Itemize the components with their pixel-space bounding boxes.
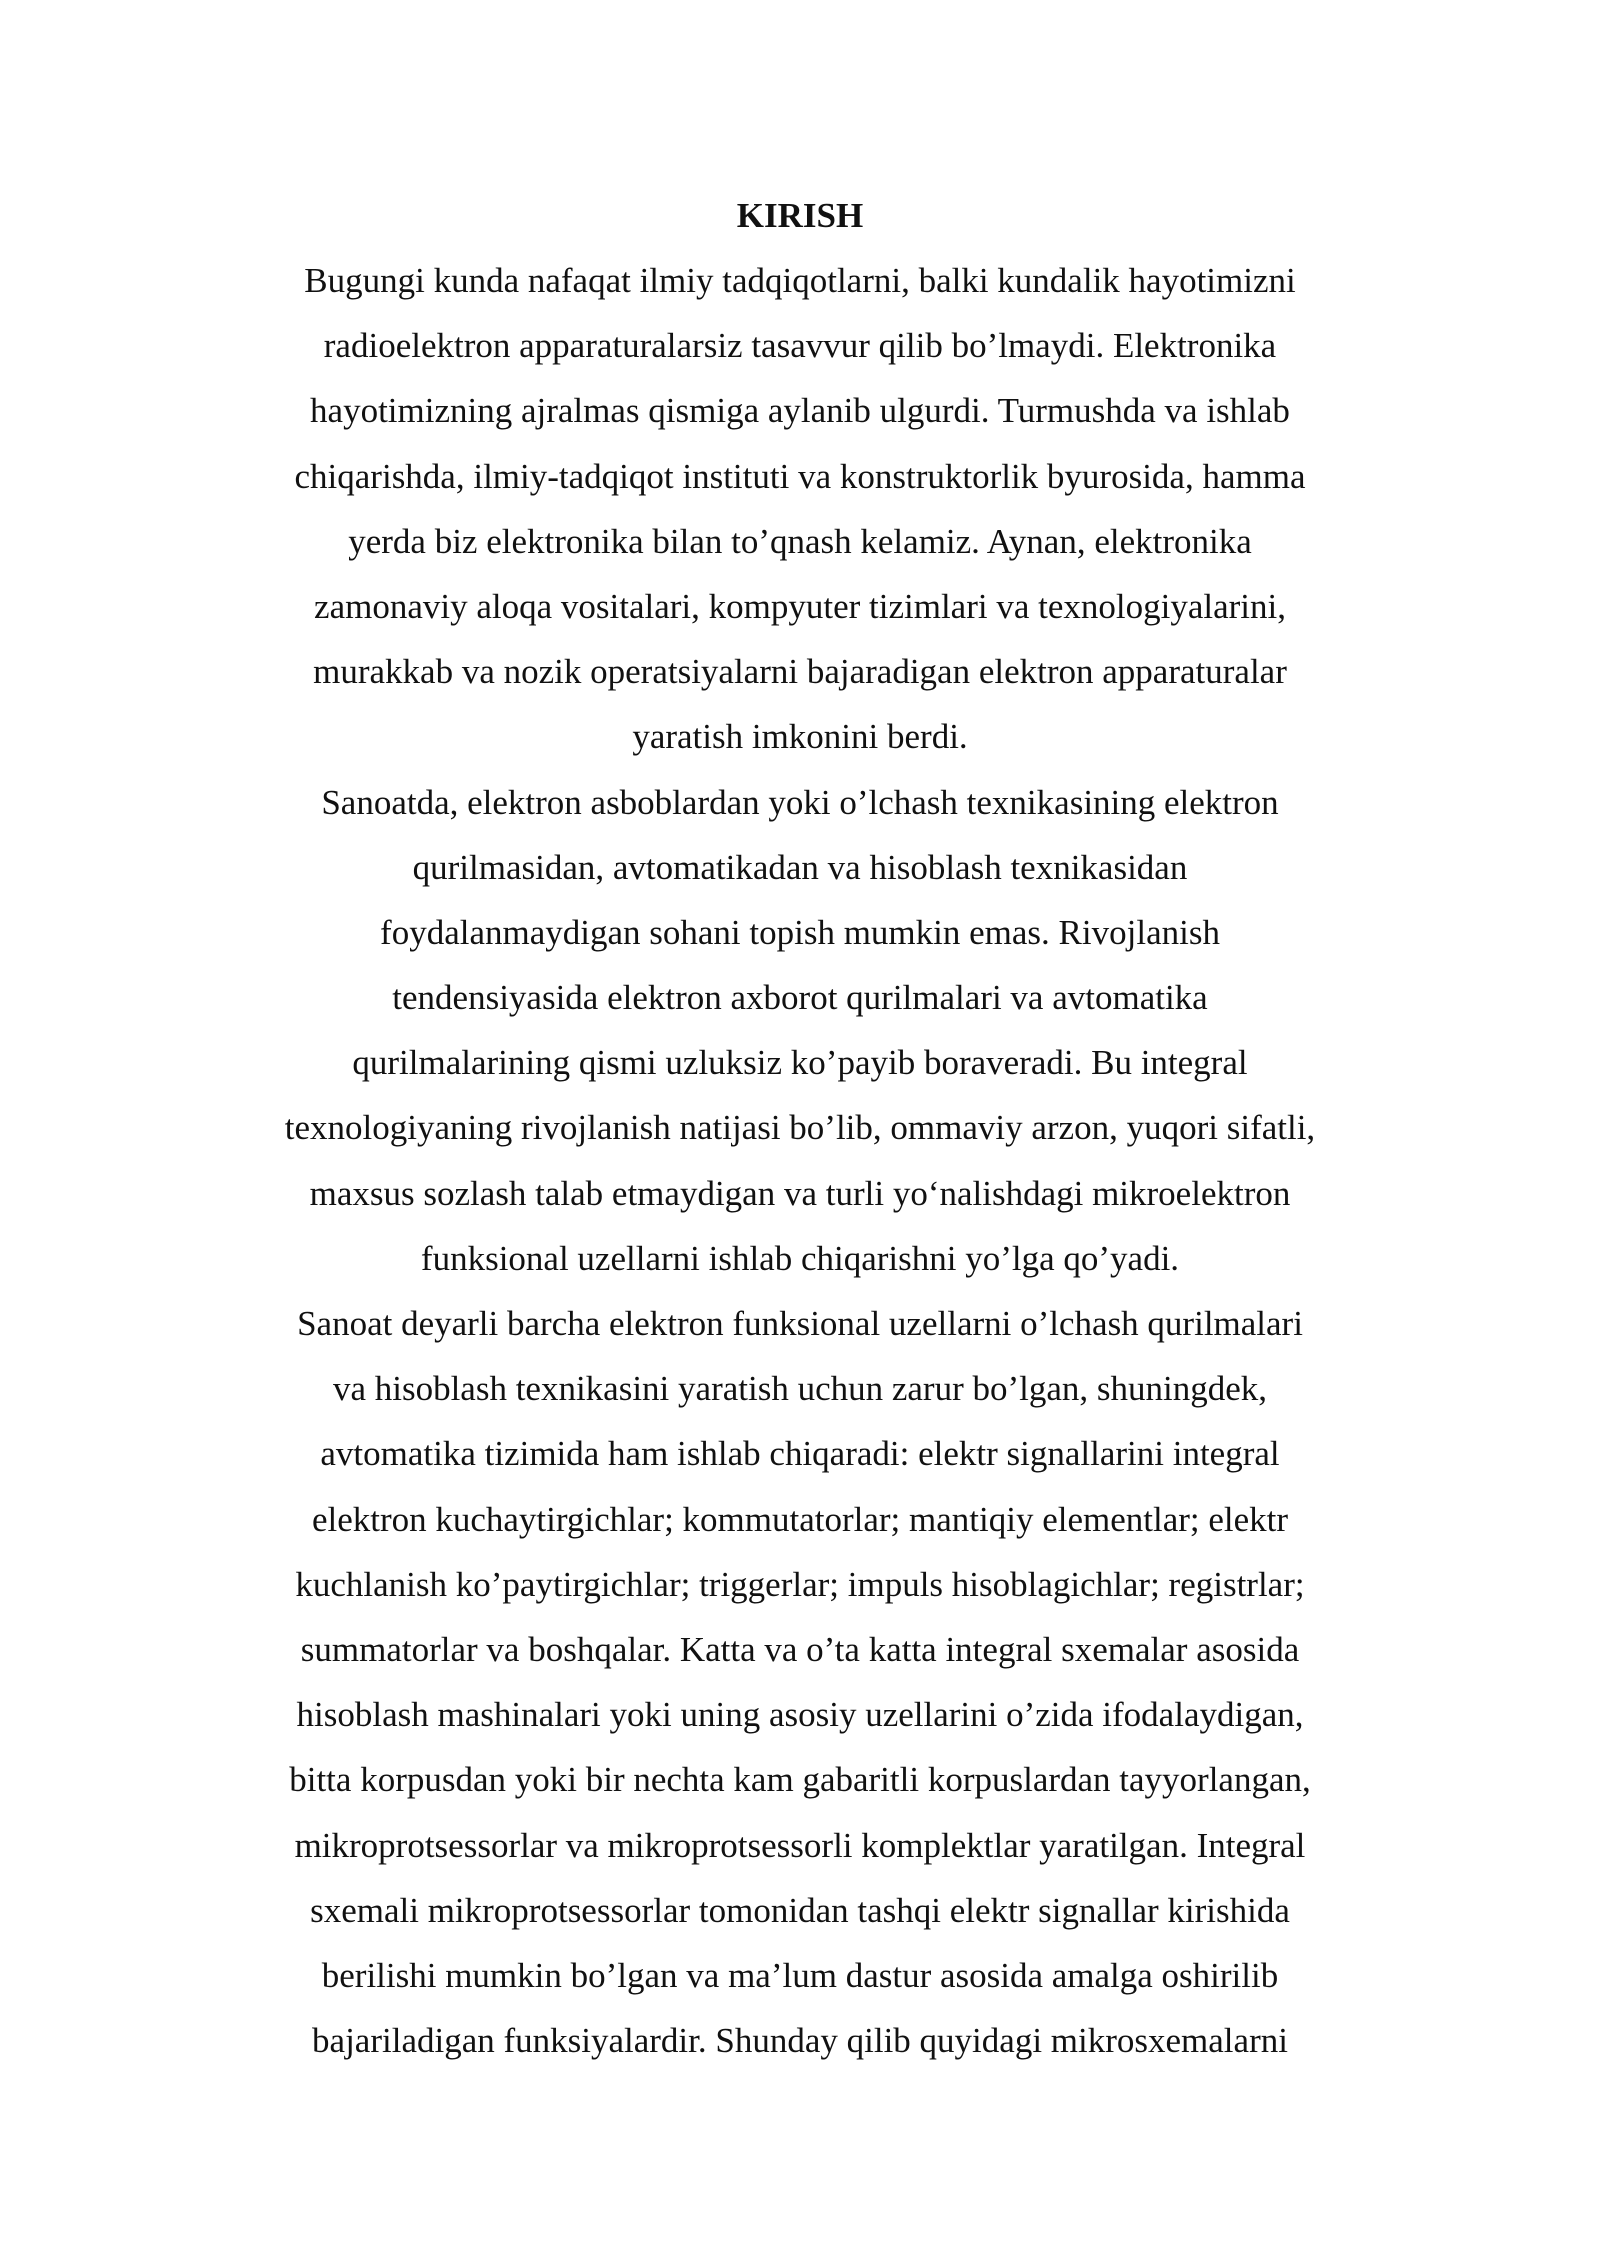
- page-title: KIRISH: [736, 196, 864, 235]
- body-text: [180, 248, 1420, 2073]
- text-line: bitta korpusdan yoki bir nechta kam gabaritli korpuslardan tayyorlangan,: [289, 1760, 1311, 1800]
- text-line: avtomatika tizimida ham ishlab chiqaradi: elektr signallarini integral: [320, 1434, 1280, 1474]
- text-line: chiqarishda, ilmiy-tadqiqot instituti va konstruktorlik byurosida, hamma: [294, 456, 1306, 496]
- text-line: Sanoat deyarli barcha elektron funksional uzellarni o’lchash qurilmalari: [297, 1304, 1303, 1343]
- text-line: qurilmalarining qismi uzluksiz ko’payib boraveradi. Bu integral: [352, 1043, 1248, 1083]
- text-line: texnologiyaning rivojlanish natijasi bo’lib, ommaviy arzon, yuqori sifatli,: [284, 1108, 1316, 1148]
- text-line: funksional uzellarni ishlab chiqarishni yo’lga qo’yadi.: [420, 1238, 1180, 1278]
- text-line: va hisoblash texnikasini yaratish uchun zarur bo’lgan, shuningdek,: [332, 1369, 1268, 1409]
- text-line: mikroprotsessorlar va mikroprotsessorli komplektlar yaratilgan. Integral: [294, 1825, 1306, 1865]
- text-line: maxsus sozlash talab etmaydigan va turli yo‘nalishdagi mikroelektron: [309, 1173, 1291, 1213]
- text-line: Sanoatda, elektron asboblardan yoki o’lchash texnikasining elektron: [321, 782, 1279, 822]
- text-line: hisoblash mashinalari yoki uning asosiy uzellarini o’zida ifodalaydigan,: [296, 1695, 1304, 1735]
- text-line: murakkab va nozik operatsiyalarni bajaradigan elektron apparaturalar: [313, 652, 1287, 692]
- text-line: yaratish imkonini berdi.: [632, 717, 968, 757]
- text-line: yerda biz elektronika bilan to’qnash kelamiz. Aynan, elektronika: [348, 521, 1252, 561]
- text-line: Bugungi kunda nafaqat ilmiy tadqiqotlarni, balki kundalik hayotimizni: [304, 261, 1296, 300]
- text-line: summatorlar va boshqalar. Katta va o’ta katta integral sxemalar asosida: [300, 1629, 1300, 1669]
- text-line: tendensiyasida elektron axborot qurilmalari va avtomatika: [392, 978, 1208, 1018]
- text-line: sxemali mikroprotsessorlar tomonidan tashqi elektr signallar kirishida: [310, 1890, 1290, 1930]
- text-line: kuchlanish ko’paytirgichlar; triggerlar; impuls hisoblagichlar; registrlar;: [295, 1564, 1305, 1604]
- text-line: elektron kuchaytirgichlar; kommutatorlar; mantiqiy elementlar; elektr: [311, 1499, 1289, 1539]
- text-line: bajariladigan funksiyalardir. Shunday qilib quyidagi mikrosxemalarni: [312, 2021, 1288, 2061]
- text-line: radioelektron apparaturalarsiz tasavvur qilib bo’lmaydi. Elektronika: [323, 326, 1277, 366]
- text-line: foydalanmaydigan sohani topish mumkin emas. Rivojlanish: [380, 912, 1220, 952]
- text-line: berilishi mumkin bo’lgan va ma’lum dastur asosida amalga oshirilib: [321, 1955, 1279, 1995]
- text-line: zamonaviy aloqa vositalari, kompyuter tizimlari va texnologiyalarini,: [314, 586, 1286, 626]
- text-line: qurilmasidan, avtomatikadan va hisoblash texnikasidan: [412, 847, 1188, 887]
- text-line: hayotimizning ajralmas qismiga aylanib ulgurdi. Turmushda va ishlab: [310, 391, 1290, 431]
